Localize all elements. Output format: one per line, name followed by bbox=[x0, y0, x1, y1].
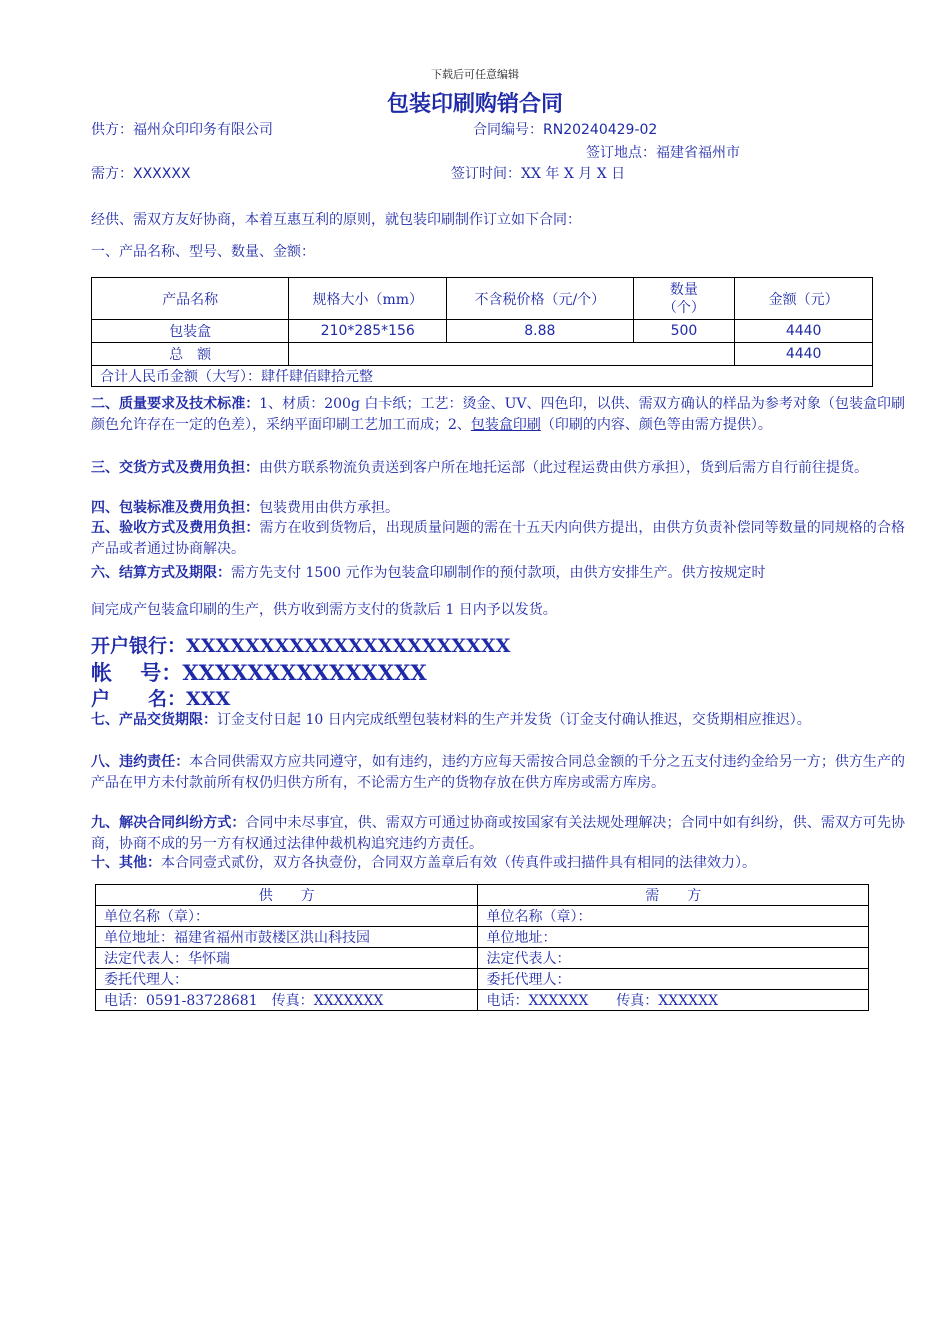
total-blank bbox=[289, 343, 735, 366]
table-header-row bbox=[92, 278, 873, 320]
buyer-label: 需方： bbox=[91, 166, 133, 182]
cell-price: 8.88 bbox=[447, 320, 633, 343]
product-table bbox=[91, 277, 873, 387]
place-value: 福建省福州市 bbox=[656, 145, 740, 161]
section1-title: 一、产品名称、型号、数量、金额： bbox=[91, 244, 315, 260]
clause-10-title: 十、其他： bbox=[91, 855, 161, 871]
supplier-line bbox=[91, 120, 273, 141]
capital-row bbox=[92, 366, 873, 387]
clause-6 bbox=[91, 563, 905, 584]
clause-2 bbox=[91, 394, 905, 436]
clause-7-title: 七、产品交货期限： bbox=[91, 712, 217, 728]
total-value: 4440 bbox=[735, 343, 873, 366]
total-label: 总 额 bbox=[92, 343, 289, 366]
clause-4 bbox=[91, 498, 905, 519]
clause-5-title: 五、验收方式及费用负担： bbox=[91, 520, 260, 536]
col-header-amount: 金额（元） bbox=[735, 278, 873, 320]
cell-qty: 500 bbox=[633, 320, 735, 343]
date-label: 签订时间： bbox=[451, 166, 521, 182]
place-label: 签订地点： bbox=[586, 145, 656, 161]
clause-6-title: 六、结算方式及期限： bbox=[91, 565, 231, 581]
download-note: 下载后可任意编辑 bbox=[431, 68, 519, 81]
table-row bbox=[96, 906, 869, 927]
page-title: 包装印刷购销合同 bbox=[386, 92, 563, 117]
clause-7 bbox=[91, 710, 905, 731]
clause-4-title: 四、包装标准及费用负担： bbox=[91, 500, 259, 516]
clause-6-text: 需方先支付 1500 元作为包装盒印刷制作的预付款项，由供方安排生产。供方按规定时 bbox=[231, 565, 766, 581]
supplier-value: 福州众印印务有限公司 bbox=[133, 122, 273, 138]
col-header-size: 规格大小（mm） bbox=[289, 278, 447, 320]
clause-3-text: 由供方联系物流负责送到客户所在地托运部（此过程运费由供方承担），货到后需方自行前往提货。 bbox=[259, 460, 868, 476]
capital-amount bbox=[92, 366, 873, 387]
supplier-company: 单位名称（章）： bbox=[96, 906, 478, 927]
table-row bbox=[96, 969, 869, 990]
bank-line bbox=[91, 631, 510, 658]
clause-6-continued: 间完成产包装盒印刷的生产，供方收到需方支付的货款后 1 日内予以发货。 bbox=[91, 602, 557, 618]
account-name-label: 户 名： bbox=[91, 688, 187, 710]
clause-10 bbox=[91, 853, 905, 874]
contract-no-line bbox=[473, 120, 657, 141]
col-header-qty: 数量 （个） bbox=[633, 278, 735, 320]
buyer-address: 单位地址： bbox=[478, 927, 869, 948]
col-header-price: 不含税价格（元/个） bbox=[447, 278, 633, 320]
account-name-value: XXX bbox=[186, 688, 231, 710]
contract-no-value: RN20240429-02 bbox=[543, 122, 658, 138]
signature-table bbox=[95, 884, 869, 1011]
packaging-print-link[interactable]: 包装盒印刷 bbox=[470, 417, 541, 433]
total-row bbox=[92, 343, 873, 366]
clause-5 bbox=[91, 518, 905, 560]
signature-header-row bbox=[96, 885, 869, 906]
table-row bbox=[92, 320, 873, 343]
buyer-value: XXXXXX bbox=[133, 166, 191, 182]
supplier-legal-rep: 法定代表人：华怀瑞 bbox=[96, 948, 478, 969]
clause-3 bbox=[91, 458, 905, 479]
cell-name: 包装盒 bbox=[92, 320, 289, 343]
clause-3-title: 三、交货方式及费用负担： bbox=[91, 460, 259, 476]
clause-2-title: 二、质量要求及技术标准： bbox=[91, 396, 260, 412]
account-value: XXXXXXXXXXXXXXX bbox=[182, 660, 427, 685]
table-row bbox=[96, 927, 869, 948]
clause-2-text-b: （印刷的内容、颜色等由需方提供）。 bbox=[540, 417, 772, 433]
supplier-header: 供 方 bbox=[96, 885, 478, 906]
buyer-agent: 委托代理人： bbox=[478, 969, 869, 990]
cell-amount: 4440 bbox=[735, 320, 873, 343]
clause-2-text: 1、材质：200g 白卡纸；工艺：烫金、UV、四色印，以供、需双方确认的样品为参考对象（包装盒印刷颜色允许存在一定的色差），采纳平面印刷工艺加工而成；2、 bbox=[91, 396, 906, 433]
supplier-agent: 委托代理人： bbox=[96, 969, 478, 990]
clause-9-title: 九、解决合同纠纷方式： bbox=[91, 815, 246, 831]
intro-text: 经供、需双方友好协商，本着互惠互利的原则，就包装印刷制作订立如下合同： bbox=[91, 212, 581, 228]
bank-label: 开户银行： bbox=[91, 635, 187, 657]
clause-5-text: 需方在收到货物后，出现质量问题的需在十五天内向供方提出，由供方负责补偿同等数量的同规格的合格产品或者通过协商解决。 bbox=[91, 520, 905, 557]
clause-9 bbox=[91, 813, 905, 855]
table-row bbox=[96, 948, 869, 969]
supplier-label: 供方： bbox=[91, 122, 133, 138]
table-row bbox=[96, 990, 869, 1011]
buyer-company: 单位名称（章）： bbox=[478, 906, 869, 927]
place-line bbox=[586, 143, 740, 164]
account-label: 帐 号： bbox=[91, 660, 183, 685]
clause-8-title: 八、违约责任： bbox=[91, 754, 190, 770]
clause-9-text: 合同中未尽事宜，供、需双方可通过协商或按国家有关法规处理解决；合同中如有纠纷，供、需双方可先协商，协商不成的另一方有权通过法律仲裁机构追究违约方责任。 bbox=[91, 815, 906, 852]
supplier-phone-fax: 电话：0591-83728681 传真：XXXXXXX bbox=[96, 990, 478, 1011]
clause-4-text: 包装费用由供方承担。 bbox=[259, 500, 399, 516]
clause-7-text: 订金支付日起 10 日内完成纸塑包装材料的生产并发货（订金支付确认推迟，交货期相应推迟）。 bbox=[217, 712, 811, 728]
account-line bbox=[91, 657, 427, 687]
buyer-phone-fax: 电话：XXXXXX 传真：XXXXXX bbox=[478, 990, 869, 1011]
buyer-line bbox=[91, 164, 191, 185]
buyer-header: 需 方 bbox=[478, 885, 869, 906]
clause-8 bbox=[91, 752, 905, 794]
cell-size: 210*285*156 bbox=[289, 320, 447, 343]
buyer-legal-rep: 法定代表人： bbox=[478, 948, 869, 969]
date-value: XX 年 X 月 X 日 bbox=[521, 166, 626, 182]
capital-label: 合计人民币金额（大写）： bbox=[100, 369, 261, 385]
col-header-name: 产品名称 bbox=[92, 278, 289, 320]
clause-10-text: 本合同壹式贰份，双方各执壹份，合同双方盖章后有效（传真件或扫描件具有相同的法律效力）。 bbox=[161, 855, 756, 871]
bank-value: XXXXXXXXXXXXXXXXXXXXXX bbox=[186, 635, 511, 657]
clause-8-text: 本合同供需双方应共同遵守，如有违约，违约方应每天需按合同总金额的千分之五支付违约金给另一方；供方生产的产品在甲方未付款前所有权仍归供方所有，不论需方生产的货物存放在供方库房或需方库房。 bbox=[91, 754, 906, 791]
capital-value: 肆仟肆佰肆拾元整 bbox=[261, 369, 373, 385]
account-name-line bbox=[91, 684, 230, 711]
contract-no-label: 合同编号： bbox=[473, 122, 543, 138]
supplier-address: 单位地址：福建省福州市鼓楼区洪山科技园 bbox=[96, 927, 478, 948]
date-line bbox=[451, 164, 625, 185]
